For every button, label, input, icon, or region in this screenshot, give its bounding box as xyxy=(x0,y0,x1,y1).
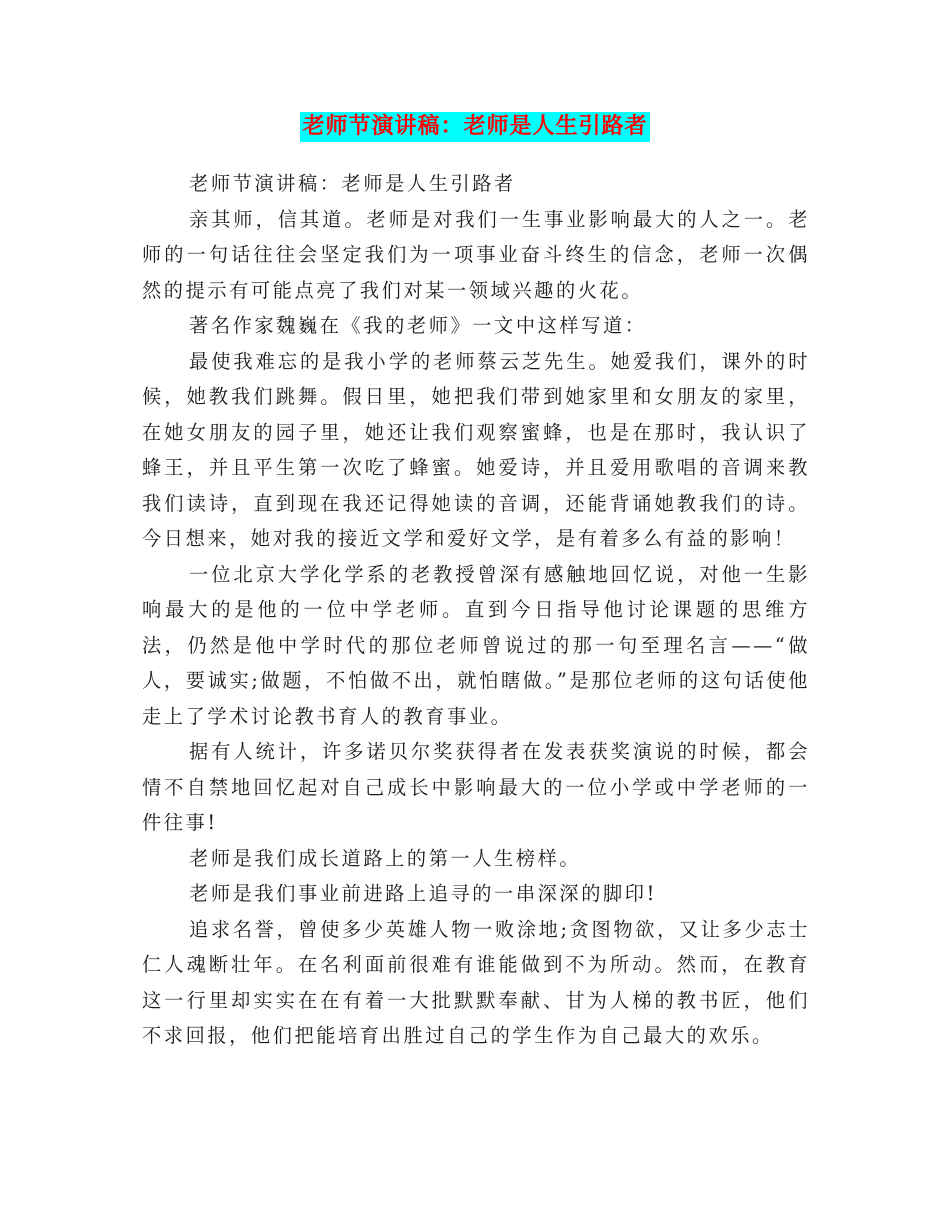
paragraph: 老师是我们成长道路上的第一人生榜样。 xyxy=(189,846,582,870)
paragraph: 据有人统计，许多诺贝尔奖获得者在发表获奖演说的时候，都会情不自禁地回忆起对自己成长中影响最大的一位小学或中学老师的一件往事! xyxy=(142,740,810,834)
paragraph: 亲其师，信其道。老师是对我们一生事业影响最大的人之一。老师的一句话往往会坚定我们为一项事业奋斗终生的信念，老师一次偶然的提示有可能点亮了我们对某一领域兴趣的火花。 xyxy=(142,207,810,302)
document-title: 老师节演讲稿：老师是人生引路者 xyxy=(300,112,649,142)
paragraph: 著名作家魏巍在《我的老师》一文中这样写道： xyxy=(189,314,647,337)
paragraph-quote: 最使我难忘的是我小学的老师蔡云芝先生。她爱我们，课外的时候，她教我们跳舞。假日里，她把我们带到她家里和女朋友的家里，在她女朋友的园子里，她还让我们观察蜜蜂，也是在那时，我认识了蜂王，并且平生第一次吃了蜂蜜。她爱诗，并且爱用歌唱的音调来教我们读诗，直到现在我还记得她读的音调，还能背诵她教我们的诗。今日想来，她对我的接近文学和爱好文学，是有着多么有益的影响！ xyxy=(142,349,810,550)
paragraph: 追求名誉，曾使多少英雄人物一败涂地;贪图物欲，又让多少志士仁人魂断壮年。在名利面前很难有谁能做到不为所动。然而，在教育这一行里却实实在在有着一大批默默奉献、甘为人梯的教书匠，他们不求回报，他们把能培育出胜过自己的学生作为自己最大的欢乐。 xyxy=(142,917,810,1047)
paragraph-subtitle: 老师节演讲稿：老师是人生引路者 xyxy=(189,172,516,195)
title-container xyxy=(0,112,950,142)
paragraph: 一位北京大学化学系的老教授曾深有感触地回忆说，对他一生影响最大的是他的一位中学老师。直到今日指导他讨论课题的思维方法，仍然是他中学时代的那位老师曾说过的那一句至理名言——“做人，要诚实;做题，不怕做不出，就怕瞎做。”是那位老师的这句话使他走上了学术讨论教书育人的教育事业。 xyxy=(142,562,810,728)
document-body xyxy=(142,166,810,1054)
paragraph: 老师是我们事业前进路上追寻的一串深深的脚印! xyxy=(189,882,657,905)
